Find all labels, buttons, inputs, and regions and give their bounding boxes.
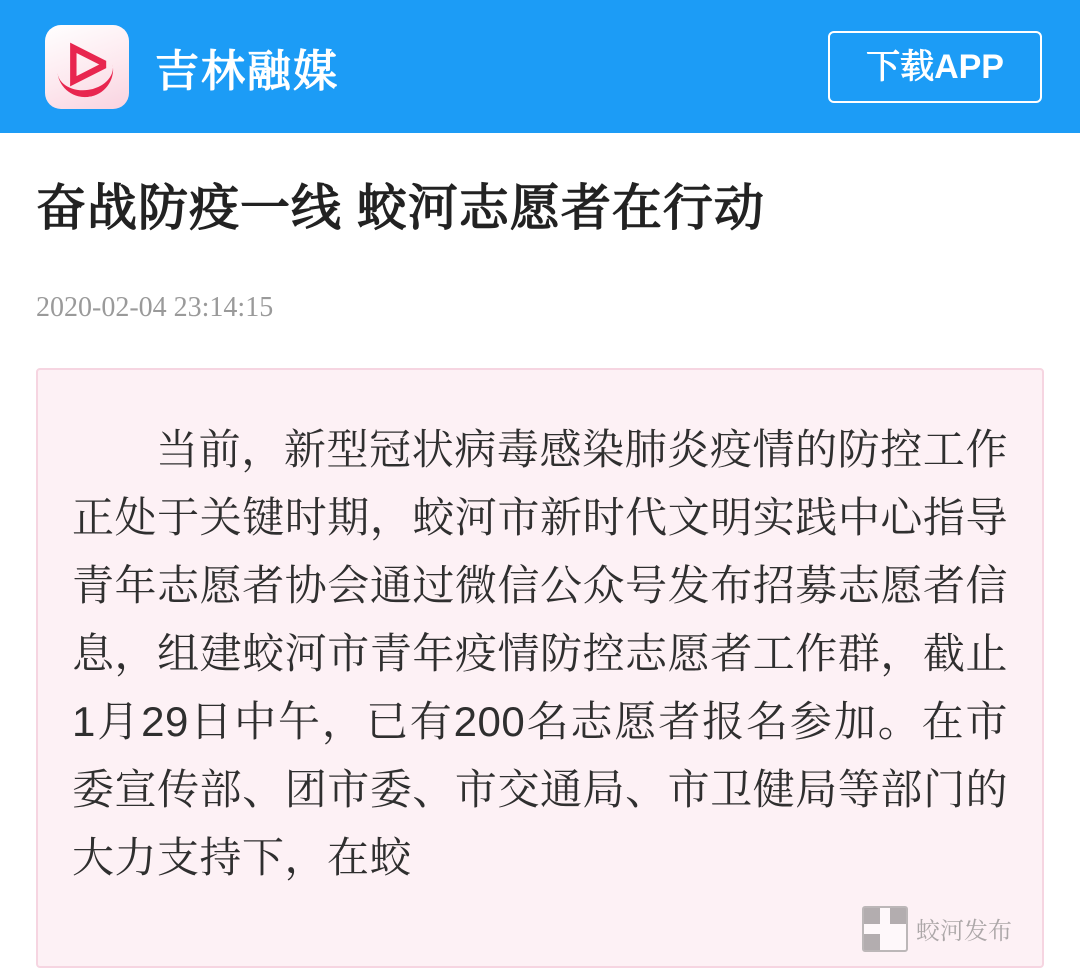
download-app-button[interactable]: 下载APP bbox=[828, 31, 1042, 103]
watermark-badge bbox=[862, 906, 1012, 952]
logo-glyph: ᐅ bbox=[65, 32, 109, 99]
brand-area bbox=[45, 25, 828, 109]
app-logo-icon bbox=[45, 25, 129, 109]
article-body-box bbox=[36, 368, 1044, 968]
publish-timestamp: 2020-02-04 23:14:15 bbox=[36, 291, 274, 323]
qr-code-icon bbox=[862, 906, 908, 952]
brand-title: 吉林融媒 bbox=[155, 46, 339, 96]
watermark-label: 蛟河发布 bbox=[916, 918, 1012, 945]
article-body-text: 当前，新型冠状病毒感染肺炎疫情的防控工作正处于关键时期，蛟河市新时代文明实践中心指导青年志愿者协会通过微信公众号发布招募志愿者信息，组建蛟河市青年疫情防控志愿者工作群，截止1月29日中午，已有200名志愿者报名参加。在市委宣传部、团市委、市交通局、市卫健局等部门的大力支持下，在蛟 bbox=[72, 425, 1008, 881]
page-title: 奋战防疫一线 蛟河志愿者在行动 bbox=[36, 180, 765, 236]
article-container bbox=[0, 177, 1080, 968]
app-header bbox=[0, 0, 1080, 133]
